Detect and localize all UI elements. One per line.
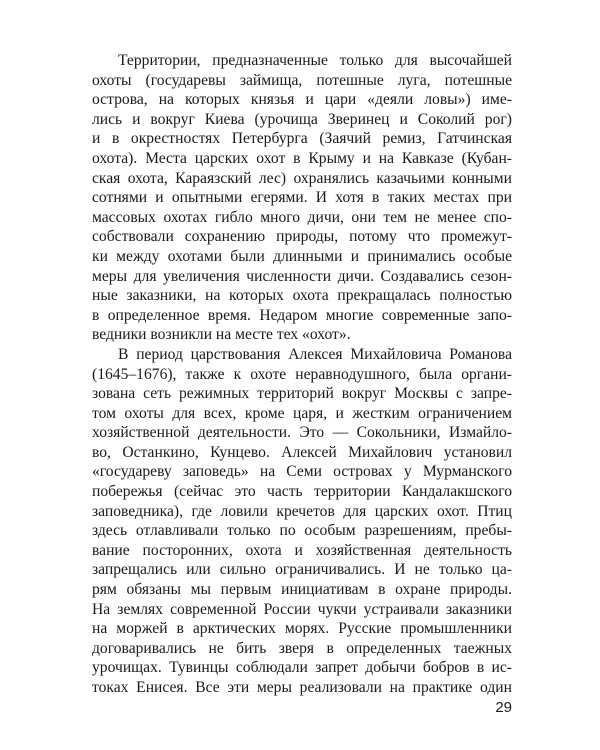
text-line: охота). Места царских охот в Крыму и на Кавказе (Кубан- [92,149,512,167]
text-line: в определенное время. Недаром многие современные запо- [92,306,512,324]
paragraph-1 [92,51,512,345]
text-line: хозяйственной деятельности. Это — Сокольники, Измайло- [92,424,512,442]
text-line: на моржей в арктических морях. Русские промышленники [92,620,512,638]
text-line: охоты (государевы займища, потешные луга, потешные [92,71,512,89]
text-line: зована сеть режимных территорий вокруг Москвы с запре- [92,385,512,403]
text-line: Территории, предназначенные только для высочайшей [118,52,512,69]
text-line: во, Останкино, Кунцево. Алексей Михайлович установил [92,443,512,461]
text-line: ская охота, Караязский лес) охранялись казачьими конными [92,169,512,187]
text-line: сотнями и опытными егерями. И хотя в таких местах при [92,189,512,207]
text-line: вание посторонних, охота и хозяйственная деятельность [92,541,512,559]
text-line: побережья (сейчас это часть территории Кандалакшского [92,483,512,501]
text-line: меры для увеличения численности дичи. Создавались сезон- [92,267,512,285]
text-line: запрещались или сильно ограничивались. И не только ца- [92,561,512,579]
text-line: договаривались не бить зверя в определенных таежных [92,639,512,657]
text-line: рям обязаны мы первым инициативам в охране природы. [92,581,512,599]
text-line: здесь отлавливали только по особым разрешениям, пребы- [92,522,512,540]
text-line: заповедника), где ловили кречетов для царских охот. Птиц [92,502,512,520]
text-line: и в окрестностях Петербурга (Заячий ремиз, Гатчинская [92,130,512,148]
text-line: лись и вокруг Киева (урочища Зверинец и Соколий рог) [92,110,512,128]
paragraph-2 [92,345,512,698]
text-line: урочищах. Тувинцы соблюдали запрет добычи бобров в ис- [92,659,512,677]
text-line: собствовали сохранению природы, потому что промежут- [92,228,512,246]
text-line: «государеву заповедь» на Семи островах у Мурманского [92,463,512,481]
text-line: ные заказники, на которых охота прекращалась полностью [92,287,512,305]
text-line: массовых охотах гибло много дичи, они тем не менее спо- [92,208,512,226]
body-text [92,51,512,698]
text-line: токах Енисея. Все эти меры реализовали на практике один [92,679,512,696]
text-line: На землях современной России чукчи устраивали заказники [92,600,512,618]
text-line: (1645–1676), также к охоте неравнодушного, была органи- [92,365,512,383]
text-line: ведники возникли на месте тех «охот». [92,326,351,344]
text-line: острова, на которых князья и цари «деяли ловы») име- [92,91,512,109]
text-line: В период царствования Алексея Михайловича Романова [118,345,512,363]
text-line: ки между охотами были длинными и принимались особые [92,247,512,265]
text-line: том охоты для всех, кроме царя, и жестким ограничением [92,404,512,422]
page-number: 29 [495,699,512,716]
